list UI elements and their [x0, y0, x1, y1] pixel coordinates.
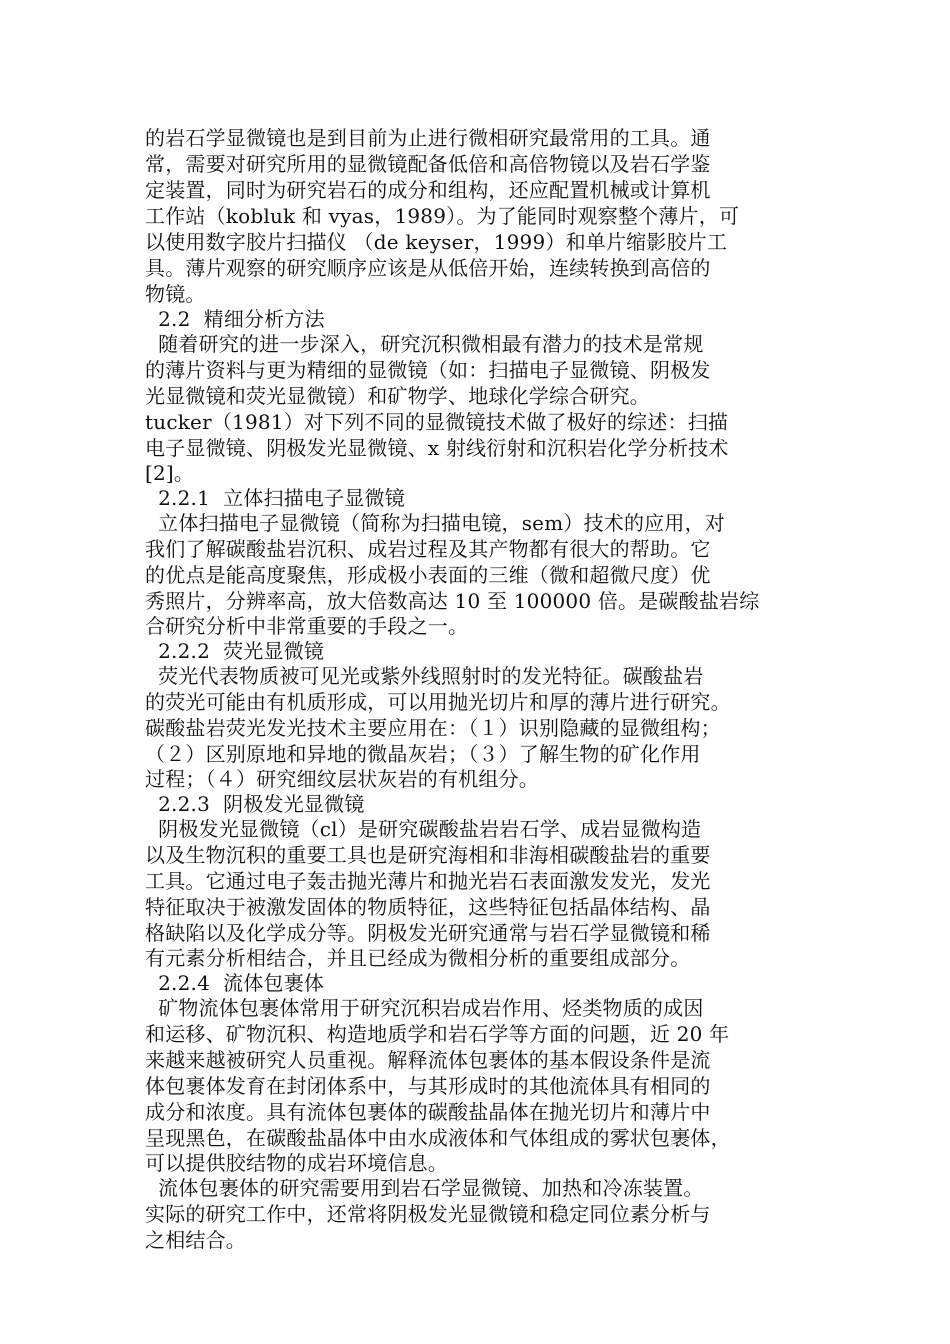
text-line: 成分和浓度。具有流体包裹体的碳酸盐晶体在抛光切片和薄片中: [145, 1100, 711, 1124]
text-line: 阴极发光显微镜（cl）是研究碳酸盐岩岩石学、成岩显微构造: [145, 817, 702, 841]
text-line: 常，需要对研究所用的显微镜配备低倍和高倍物镜以及岩石学鉴: [145, 152, 711, 176]
text-line: 我们了解碳酸盐岩沉积、成岩过程及其产物都有很大的帮助。它: [145, 537, 711, 561]
text-line: 的岩石学显微镜也是到目前为止进行微相研究最常用的工具。通: [145, 126, 711, 150]
text-line: 合研究分析中非常重要的手段之一。: [145, 614, 469, 638]
text-line: 流体包裹体的研究需要用到岩石学显微镜、加热和冷冻装置。: [145, 1176, 704, 1200]
section-heading-2-2-2: 2.2.2 荧光显微镜: [145, 639, 325, 663]
text-line: 工具。它通过电子轰击抛光薄片和抛光岩石表面激发发光，发光: [145, 869, 711, 893]
text-line: 过程；（４）研究细纹层状灰岩的有机组分。: [145, 767, 539, 791]
text-line: 的薄片资料与更为精细的显微镜（如：扫描电子显微镜、阴极发: [145, 358, 711, 382]
section-heading-2-2-3: 2.2.3 阴极发光显微镜: [145, 792, 365, 816]
text-line: 矿物流体包裹体常用于研究沉积岩成岩作用、烃类物质的成因: [145, 996, 704, 1020]
text-line: 实际的研究工作中，还常将阴极发光显微镜和稳定同位素分析与: [145, 1202, 711, 1226]
section-heading-2-2-1: 2.2.1 立体扫描电子显微镜: [145, 486, 405, 510]
text-line: 来越来越被研究人员重视。解释流体包裹体的基本假设条件是流: [145, 1048, 711, 1072]
text-line: 工作站（kobluk 和 vyas，1989）。为了能同时观察整个薄片，可: [145, 204, 740, 228]
text-line: 荧光代表物质被可见光或紫外线照射时的发光特征。碳酸盐岩: [145, 664, 704, 688]
text-line: 之相结合。: [145, 1228, 246, 1252]
text-line: 可以提供胶结物的成岩环境信息。: [145, 1151, 448, 1175]
text-line: 以使用数字胶片扫描仪 （de keyser，1999）和单片缩影胶片工: [145, 230, 728, 254]
section-heading-2-2-4: 2.2.4 流体包裹体: [145, 971, 325, 995]
text-line: 碳酸盐岩荧光发光技术主要应用在：（１）识别隐藏的显微组构；: [145, 716, 721, 740]
text-line: [2]。: [145, 461, 195, 485]
text-line: 秀照片，分辨率高，放大倍数高达 10 至 100000 倍。是碳酸盐岩综: [145, 589, 760, 613]
text-line: 以及生物沉积的重要工具也是研究海相和非海相碳酸盐岩的重要: [145, 843, 711, 867]
text-line: 随着研究的进一步深入，研究沉积微相最有潜力的技术是常规: [145, 332, 704, 356]
text-line: 格缺陷以及化学成分等。阴极发光研究通常与岩石学显微镜和稀: [145, 921, 711, 945]
text-line: 光显微镜和荧光显微镜）和矿物学、地球化学综合研究。: [145, 384, 650, 408]
text-line: 电子显微镜、阴极发光显微镜、x 射线衍射和沉积岩化学分析技术: [145, 436, 729, 460]
text-line: 和运移、矿物沉积、构造地质学和岩石学等方面的问题，近 20 年: [145, 1022, 730, 1046]
text-line: 物镜。: [145, 282, 206, 306]
text-line: 的荧光可能由有机质形成，可以用抛光切片和厚的薄片进行研究。: [145, 690, 731, 714]
text-line: 有元素分析相结合，并且已经成为微相分析的重要组成部分。: [145, 946, 691, 970]
text-line: 立体扫描电子显微镜（简称为扫描电镜，sem）技术的应用，对: [145, 511, 725, 535]
text-line: 定装置，同时为研究岩石的成分和组构，还应配置机械或计算机: [145, 178, 711, 202]
section-heading-2-2: 2.2 精细分析方法: [145, 307, 325, 331]
text-line: 特征取决于被激发固体的物质特征，这些特征包括晶体结构、晶: [145, 895, 711, 919]
text-line: 的优点是能高度聚焦，形成极小表面的三维（微和超微尺度）优: [145, 563, 711, 587]
text-line: 呈现黑色，在碳酸盐晶体中由水成液体和气体组成的雾状包裹体，: [145, 1126, 731, 1150]
text-line: 体包裹体发育在封闭体系中，与其形成时的其他流体具有相同的: [145, 1074, 711, 1098]
text-line: 具。薄片观察的研究顺序应该是从低倍开始，连续转换到高倍的: [145, 256, 711, 280]
text-line: tucker（1981）对下列不同的显微镜技术做了极好的综述：扫描: [145, 410, 729, 434]
text-line: （２）区别原地和异地的微晶灰岩；（３）了解生物的矿化作用: [145, 742, 701, 766]
